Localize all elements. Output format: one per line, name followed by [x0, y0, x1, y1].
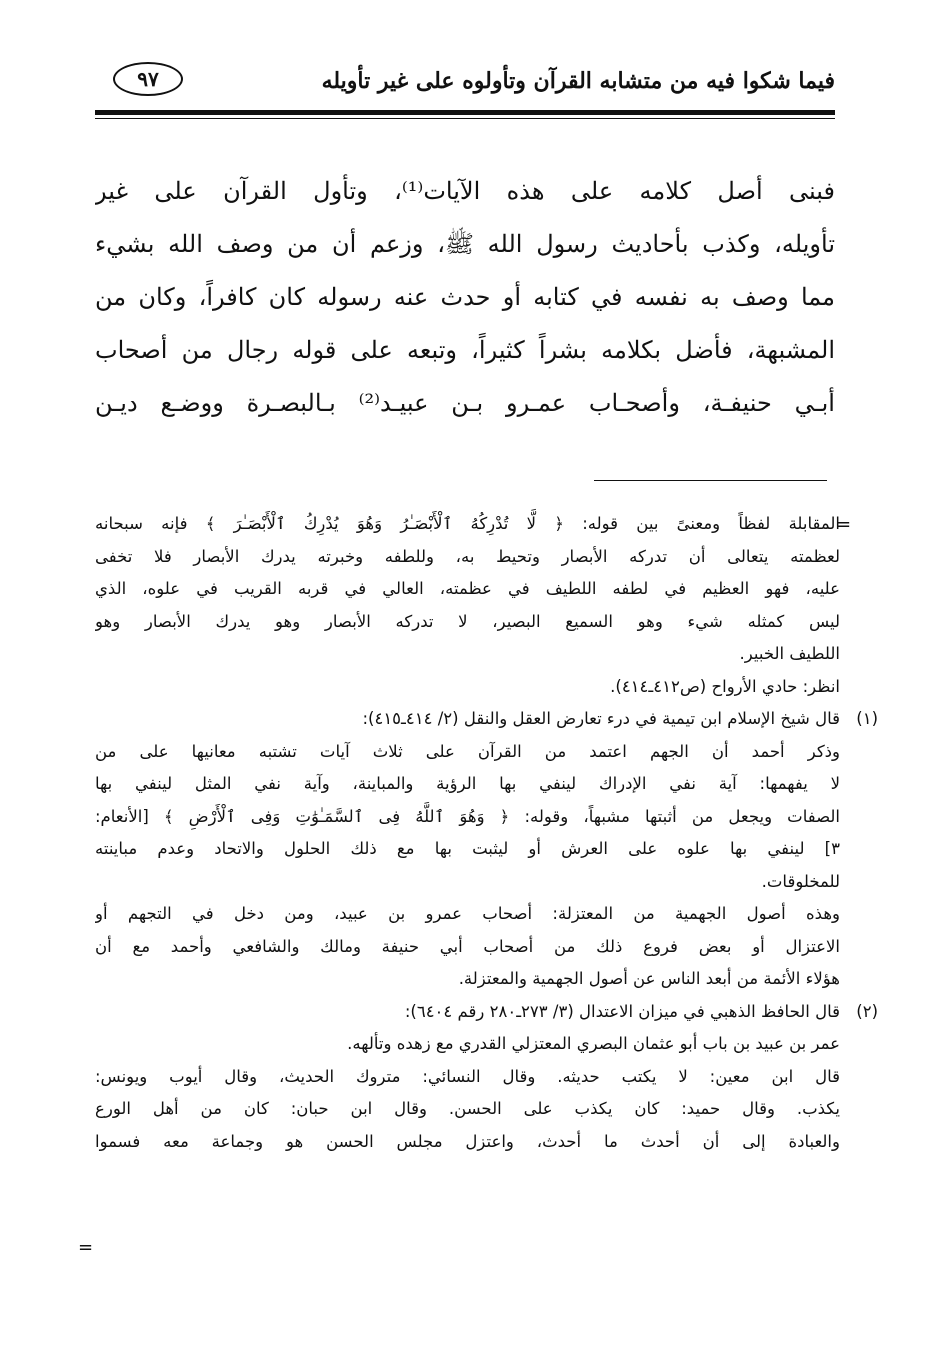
footnote-line: قال ابن معين: لا يكتب حديثه. وقال النسائي: متروك الحديث، وقال أيوب ويونس:	[95, 1066, 840, 1086]
main-line: تأويله، وكذب بأحاديث رسول الله ﷺ، وزعم أن من وصف الله بشيء	[95, 230, 835, 258]
page-header	[95, 60, 835, 100]
main-line: أبـي حنيفـة، وأصحـاب عمـرو بـن عبيـد⁽²⁾ بـالبصـرة ووضـع ديـن	[95, 389, 835, 417]
footnote-1	[95, 703, 878, 996]
footnote-separator	[594, 480, 827, 481]
footnote-line: عمر بن عبيد بن باب أبو عثمان البصري المعتزلي القدري مع زهده وتألهه.	[347, 1034, 840, 1053]
footnotes	[95, 508, 878, 1158]
footnote-line: ٣] لينفي بها علوه على العرش أو ليثبت بها مع ذلك الحلول والاتحاد وعدم مباينته	[95, 839, 840, 858]
footnote-line: وذكر أحمد أن الجهم اعتمد من القرآن على ثلاث آيات تشتبه معانيها على من	[95, 741, 840, 761]
footnote-line: هؤلاء الأئمة من أبعد الناس عن أصول الجهمية والمعتزلة.	[458, 969, 840, 988]
end-continuation-mark: =	[78, 1237, 94, 1258]
footnote-line: الاعتزال أو بعض فروع ذلك من أصحاب أبي حنيفة ومالك والشافعي وأحمد مع أن	[95, 936, 840, 956]
running-title: فيما شكوا فيه من متشابه القرآن وتأولوه على غير تأويله	[321, 68, 835, 94]
footnote-line: والعبادة إلى أن أحدث ما أحدث، واعتزل مجلس الحسن هو وجماعة معه فسموا	[95, 1131, 840, 1151]
footnote-number: (٢)	[856, 1001, 878, 1021]
main-line: فبنى أصل كلامه على هذه الآيات⁽¹⁾، وتأول القرآن على غير	[95, 177, 835, 205]
footnote-line: ليس كمثله شيء وهو السميع البصير، لا تدركه الأبصار وهو يدرك الأبصار وهو	[95, 611, 840, 631]
footnote-continuation	[95, 508, 840, 703]
footnote-line: يكذب. وقال حميد: كان يكذب على الحسن. وقال ابن حبان: كان من أهل الورع	[95, 1099, 840, 1118]
footnote-line: اللطيف الخبير.	[739, 644, 840, 663]
header-rule-thick	[95, 110, 835, 115]
continuation-mark: =	[836, 514, 852, 535]
page-number: ٩٧	[113, 62, 183, 96]
footnote-line: لا يفهمها: آية نفي الإدراك لينفي بها الرؤية والمباينة، وآية نفي المثل لينفي بها	[95, 774, 840, 793]
footnote-line: الصفات ويجعل من أثبتها مشبهاً، وقوله: ﴿ وَهُوَ ٱللَّهُ فِى ٱلسَّمَـٰوَٰتِ وَفِى ٱلْأَرْضِ ﴾ [الأنعام:	[95, 806, 840, 826]
footnote-number: (١)	[856, 709, 878, 728]
footnote-line: وهذه أصول الجهمية من المعتزلة: أصحاب عمرو بن عبيد، ومن دخل في التجهم أو	[95, 904, 840, 923]
footnote-line: قال شيخ الإسلام ابن تيمية في درء تعارض العقل والنقل (٢/ ٤١٤ـ٤١٥):	[362, 709, 840, 728]
footnote-line: للمخلوقات.	[761, 871, 840, 891]
main-line: المشبهة، فأضل بكلامه بشراً كثيراً، وتبعه على قوله رجال من أصحاب	[95, 336, 835, 364]
footnote-line: قال الحافظ الذهبي في ميزان الاعتدال (٣/ ٢٧٣ـ٢٨٠ رقم ٦٤٠٤):	[404, 1001, 840, 1021]
main-line: مما وصف به نفسه في كتابه أو حدث عنه رسوله كان كافراً، وكان من	[95, 283, 835, 311]
footnote-line: عليه، فهو العظيم في لطفه اللطيف في عظمته، العالي في قربه القريب في علوه، الذي	[95, 579, 840, 598]
footnote-line: المقابلة لفظاً ومعنىً بين قوله: ﴿ لَّا تُدْرِكُهُ ٱلْأَبْصَـٰرُ وَهُوَ يُدْرِكُ ٱلْأَبْصَـٰرَ ﴾ فإنه سبحانه	[95, 514, 840, 533]
header-rule-thin	[95, 118, 835, 119]
footnote-line: لعظمته يتعالى أن تدركه الأبصار وتحيط به، وللطفه وخبرته يدرك الأبصار فلا تخفى	[95, 546, 840, 566]
footnote-2	[95, 996, 878, 1159]
main-text	[95, 165, 835, 430]
footnote-line: انظر: حادي الأرواح (ص٤١٢ـ٤١٤).	[610, 676, 840, 696]
